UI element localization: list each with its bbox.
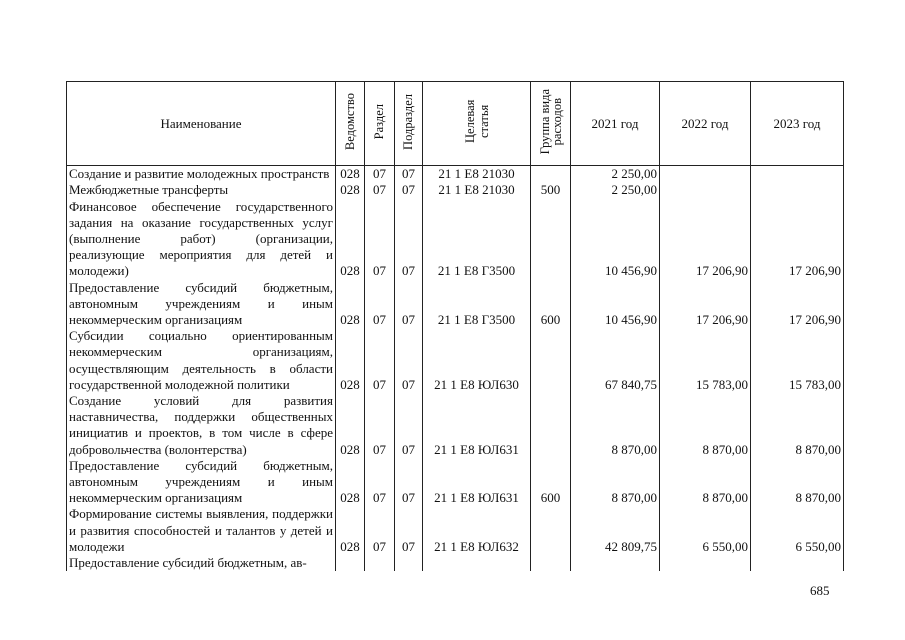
header-2022: 2022 год — [660, 82, 751, 166]
table-row — [67, 506, 844, 555]
row-podrazdel: 07 — [395, 393, 423, 458]
row-value-2021: 8 870,00 — [571, 458, 660, 507]
row-value-2023 — [751, 182, 844, 198]
row-razdel: 07 — [365, 328, 395, 393]
table-row — [67, 458, 844, 507]
row-value-2021: 2 250,00 — [571, 182, 660, 198]
row-podrazdel: 07 — [395, 199, 423, 280]
row-value-2022: 8 870,00 — [660, 393, 751, 458]
budget-table — [66, 81, 844, 571]
table-body — [67, 166, 844, 572]
row-tselevaya-statya: 21 1 E8 ЮЛ632 — [423, 506, 531, 555]
row-vedomstvo: 028 — [336, 328, 365, 393]
row-tselevaya-statya: 21 1 E8 ЮЛ631 — [423, 393, 531, 458]
row-vedomstvo: 028 — [336, 182, 365, 198]
row-tselevaya-statya — [423, 555, 531, 571]
table-row — [67, 182, 844, 198]
row-value-2022: 17 206,90 — [660, 280, 751, 329]
row-gruppa-vida — [531, 199, 571, 280]
row-name: Субсидии социально ориентированным некоммерческим организациям, осуществляющим деятельность в области государственной молодежной политики — [67, 328, 336, 393]
header-podrazdel: Подраздел — [395, 82, 423, 166]
row-tselevaya-statya: 21 1 E8 ЮЛ631 — [423, 458, 531, 507]
row-razdel: 07 — [365, 458, 395, 507]
row-vedomstvo — [336, 555, 365, 571]
table-row — [67, 555, 844, 571]
row-vedomstvo: 028 — [336, 393, 365, 458]
row-tselevaya-statya: 21 1 E8 Г3500 — [423, 199, 531, 280]
row-podrazdel: 07 — [395, 458, 423, 507]
row-gruppa-vida: 600 — [531, 458, 571, 507]
row-razdel: 07 — [365, 506, 395, 555]
header-vedomstvo: Ведомство — [336, 82, 365, 166]
row-value-2022: 8 870,00 — [660, 458, 751, 507]
header-name: Наименование — [67, 82, 336, 166]
row-value-2021: 10 456,90 — [571, 199, 660, 280]
row-value-2021: 67 840,75 — [571, 328, 660, 393]
row-value-2022: 6 550,00 — [660, 506, 751, 555]
row-gruppa-vida — [531, 166, 571, 183]
row-value-2021: 2 250,00 — [571, 166, 660, 183]
table-row — [67, 393, 844, 458]
row-podrazdel: 07 — [395, 166, 423, 183]
row-vedomstvo: 028 — [336, 199, 365, 280]
row-value-2022 — [660, 166, 751, 183]
row-value-2022: 15 783,00 — [660, 328, 751, 393]
row-gruppa-vida: 600 — [531, 280, 571, 329]
row-value-2022: 17 206,90 — [660, 199, 751, 280]
row-value-2023: 17 206,90 — [751, 199, 844, 280]
row-value-2022 — [660, 182, 751, 198]
row-value-2023 — [751, 555, 844, 571]
row-tselevaya-statya: 21 1 E8 21030 — [423, 182, 531, 198]
row-razdel: 07 — [365, 199, 395, 280]
row-value-2023: 8 870,00 — [751, 458, 844, 507]
header-gruppa-vida-raskhodov: Группа вида расходов — [531, 82, 571, 166]
header-2021: 2021 год — [571, 82, 660, 166]
header-razdel: Раздел — [365, 82, 395, 166]
row-name: Финансовое обеспечение государственного задания на оказание государственных услуг (выполнение работ) (организации, реализующие мероприятия для детей и молодежи) — [67, 199, 336, 280]
row-value-2023 — [751, 166, 844, 183]
row-name: Предоставление субсидий бюджетным, автономным учреждениям и иным некоммерческим организациям — [67, 458, 336, 507]
row-podrazdel: 07 — [395, 328, 423, 393]
row-value-2021: 42 809,75 — [571, 506, 660, 555]
row-razdel: 07 — [365, 166, 395, 183]
row-vedomstvo: 028 — [336, 166, 365, 183]
row-gruppa-vida — [531, 328, 571, 393]
row-podrazdel: 07 — [395, 280, 423, 329]
row-value-2023: 6 550,00 — [751, 506, 844, 555]
row-vedomstvo: 028 — [336, 506, 365, 555]
row-value-2021: 10 456,90 — [571, 280, 660, 329]
row-name: Предоставление субсидий бюджетным, автономным учреждениям и иным некоммерческим организациям — [67, 280, 336, 329]
row-razdel: 07 — [365, 280, 395, 329]
row-razdel — [365, 555, 395, 571]
table-row — [67, 280, 844, 329]
row-value-2021: 8 870,00 — [571, 393, 660, 458]
row-tselevaya-statya: 21 1 E8 21030 — [423, 166, 531, 183]
row-name: Формирование системы выявления, поддержки и развития способностей и талантов у детей и молодежи — [67, 506, 336, 555]
row-value-2023: 17 206,90 — [751, 280, 844, 329]
row-name: Создание и развитие молодежных пространств — [67, 166, 336, 183]
table-row — [67, 166, 844, 183]
row-razdel: 07 — [365, 393, 395, 458]
row-razdel: 07 — [365, 182, 395, 198]
row-name: Межбюджетные трансферты — [67, 182, 336, 198]
row-gruppa-vida — [531, 393, 571, 458]
row-podrazdel — [395, 555, 423, 571]
row-gruppa-vida — [531, 506, 571, 555]
row-tselevaya-statya: 21 1 E8 ЮЛ630 — [423, 328, 531, 393]
row-value-2022 — [660, 555, 751, 571]
row-value-2021 — [571, 555, 660, 571]
row-name: Создание условий для развития наставничества, поддержки общественных инициатив и проектов, в том числе в сфере добровольчества (волонтерства) — [67, 393, 336, 458]
row-gruppa-vida: 500 — [531, 182, 571, 198]
row-vedomstvo: 028 — [336, 280, 365, 329]
row-tselevaya-statya: 21 1 E8 Г3500 — [423, 280, 531, 329]
row-name: Предоставление субсидий бюджетным, ав- — [67, 555, 336, 571]
row-podrazdel: 07 — [395, 182, 423, 198]
table-row — [67, 328, 844, 393]
header-2023: 2023 год — [751, 82, 844, 166]
row-gruppa-vida — [531, 555, 571, 571]
row-value-2023: 8 870,00 — [751, 393, 844, 458]
header-tselevaya-statya: Целевая статья — [423, 82, 531, 166]
row-value-2023: 15 783,00 — [751, 328, 844, 393]
row-vedomstvo: 028 — [336, 458, 365, 507]
table-row — [67, 199, 844, 280]
table-header — [67, 82, 844, 166]
row-podrazdel: 07 — [395, 506, 423, 555]
page-number: 685 — [810, 583, 830, 598]
